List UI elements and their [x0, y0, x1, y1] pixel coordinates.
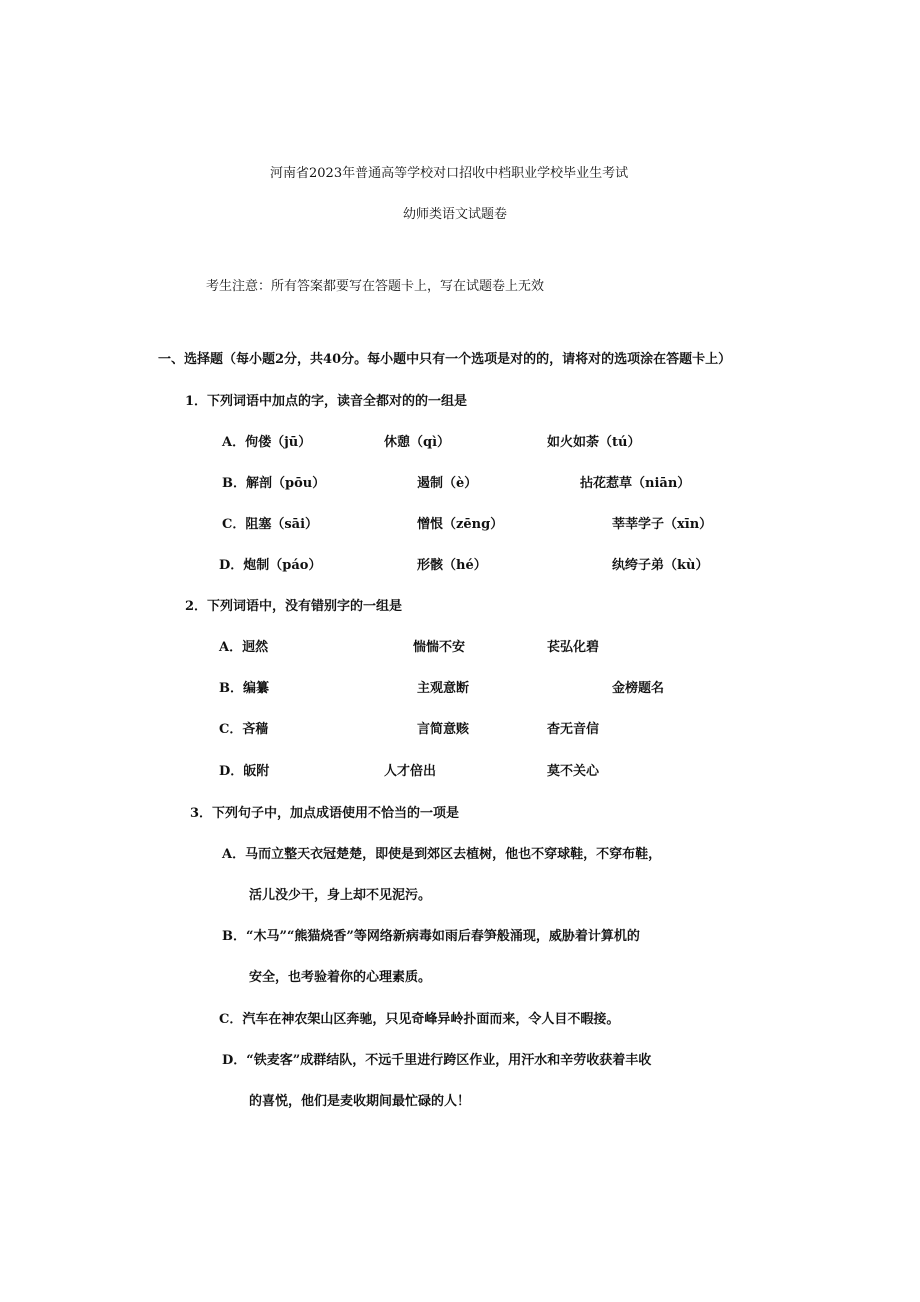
q3-option-d-line1: D．“铁麦客”成群结队，不远千里进行跨区作业，用汗水和辛劳收获着丰收: [222, 1053, 652, 1068]
q1-stem: 1．下列词语中加点的字，读音全都对的的一组是: [185, 394, 468, 409]
q1-option-c-word2: 憎恨（zēng）: [417, 517, 504, 532]
q2-option-c-word3: 杳无音信: [547, 722, 600, 737]
q3-stem: 3．下列句子中，加点成语使用不恰当的一项是: [190, 806, 460, 821]
q1-option-d-word2: 形骸（hé）: [417, 558, 487, 573]
q2-option-b-word1: B．编纂: [219, 681, 269, 696]
q2-option-c-word1: C．吝穑: [219, 722, 269, 737]
candidate-notice: 考生注意：所有答案都要写在答题卡上，写在试题卷上无效: [206, 279, 545, 294]
q2-option-b-word2: 主观意断: [417, 681, 470, 696]
q1-option-c-word1: C．阻塞（sāi）: [222, 517, 319, 532]
exam-title: 河南省2023年普通高等学校对口招收中档职业学校毕业生考试: [270, 166, 629, 181]
q3-option-a-line2: 活儿没少干，身上却不见泥污。: [249, 888, 432, 903]
q1-option-c-word3: 莘莘学子（xīn）: [612, 517, 713, 532]
q1-option-a-word1: A．佝偻（jū）: [222, 435, 312, 450]
q3-option-d-line2: 的喜悦，他们是麦收期间最忙碌的人！: [249, 1094, 471, 1109]
exam-subtitle: 幼师类语文试题卷: [403, 207, 508, 222]
q3-option-c-line1: C．汽车在神农架山区奔驰，只见奇峰异岭扑面而来，令人目不暇接。: [219, 1012, 620, 1027]
q1-option-a-word3: 如火如荼（tú）: [547, 435, 641, 450]
q2-option-d-word1: D．皈附: [219, 764, 270, 779]
q2-option-a-word3: 苌弘化碧: [547, 640, 600, 655]
q1-option-b-word1: B．解剖（pōu）: [222, 476, 326, 491]
q2-stem: 2．下列词语中，没有错别字的一组是: [185, 599, 403, 614]
q2-option-a-word2: 惴惴不安: [413, 640, 466, 655]
section-heading: 一、选择题（每小题2分，共40分。每小题中只有一个选项是对的的，请将对的选项涂在答题卡上）: [158, 352, 732, 367]
q3-option-b-line1: B．“木马”“熊猫烧香”等网络新病毒如雨后春笋般涌现，威胁着计算机的: [222, 929, 640, 944]
q3-option-a-line1: A．马而立整天衣冠楚楚，即使是到郊区去植树，他也不穿球鞋，不穿布鞋，: [222, 847, 662, 862]
q1-option-d-word1: D．炮制（páo）: [219, 558, 322, 573]
q3-option-b-line2: 安全，也考验着你的心理素质。: [249, 970, 432, 985]
q2-option-d-word3: 莫不关心: [547, 764, 600, 779]
q2-option-d-word2: 人才倍出: [384, 764, 437, 779]
q1-option-b-word3: 拈花惹草（niān）: [580, 476, 691, 491]
q2-option-c-word2: 言简意赅: [417, 722, 470, 737]
q1-option-a-word2: 休憩（qì）: [384, 435, 451, 450]
q2-option-b-word3: 金榜题名: [612, 681, 665, 696]
q1-option-b-word2: 遏制（è）: [417, 476, 478, 491]
q1-option-d-word3: 纨绔子弟（kù）: [612, 558, 709, 573]
q2-option-a-word1: A．迥然: [219, 640, 269, 655]
